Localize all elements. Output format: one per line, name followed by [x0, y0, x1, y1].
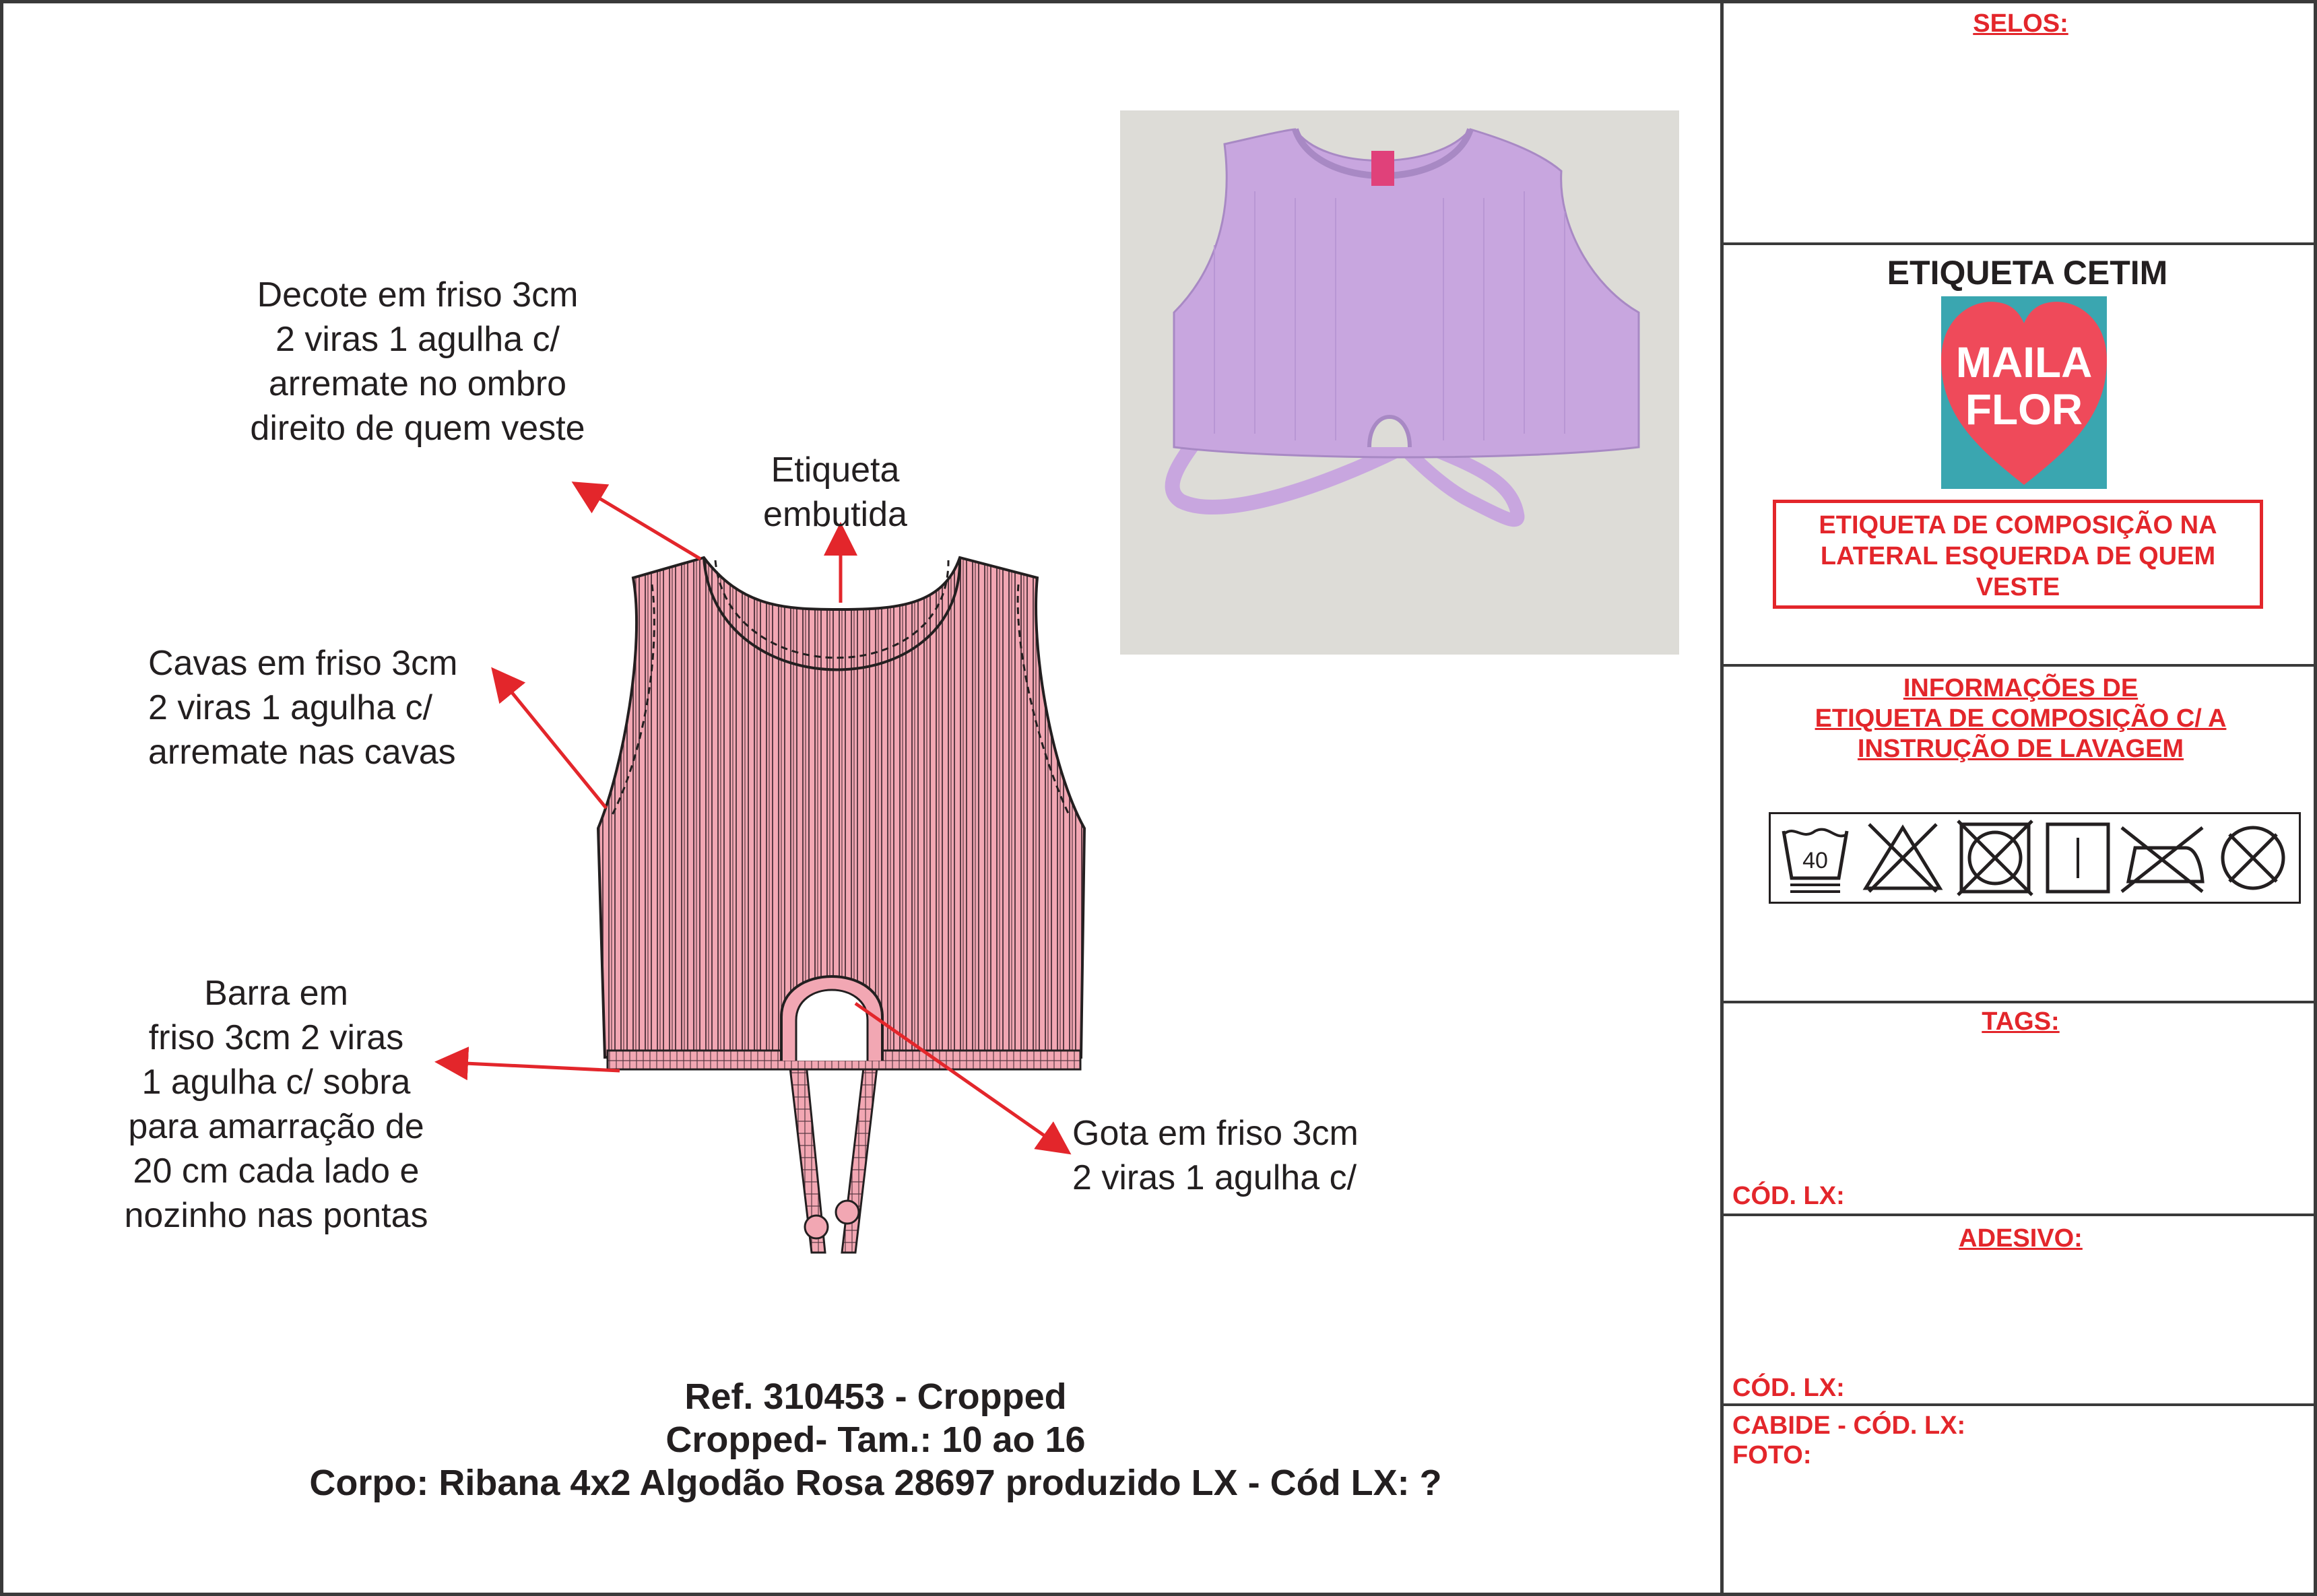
callout-line: para amarração de [128, 1107, 424, 1146]
line-dry-icon [2041, 818, 2115, 898]
callout-line: Cavas em friso 3cm [148, 644, 458, 683]
callout-decote [202, 273, 633, 451]
product-photo [1120, 110, 1679, 655]
cod-lx-adesivo: CÓD. LX: [1732, 1374, 1845, 1402]
callout-gota [1072, 1111, 1449, 1200]
callout-barra [81, 971, 471, 1238]
callout-line: Gota em friso 3cm [1072, 1114, 1359, 1153]
callout-line: 2 viras 1 agulha c/ [148, 688, 433, 727]
adesivo-heading: ADESIVO: [1959, 1224, 2083, 1253]
maila-flor-logo [1941, 296, 2107, 489]
callout-line: nozinho nas pontas [124, 1196, 428, 1235]
logo-line-1: MAILA [1955, 338, 2093, 387]
no-iron-icon [2115, 818, 2209, 898]
selos-heading: SELOS: [1973, 9, 2068, 38]
composicao-line: LATERAL ESQUERDA DE QUEM [1820, 542, 2216, 570]
cabide-label: CABIDE - CÓD. LX: [1732, 1411, 1966, 1440]
callout-line: Barra em [204, 974, 348, 1013]
wash-temp: 40 [1802, 848, 1828, 873]
callout-line: arremate no ombro [268, 364, 567, 403]
callout-line: 1 agulha c/ sobra [141, 1063, 411, 1102]
callout-cavas [148, 641, 525, 774]
reference-block [168, 1375, 1583, 1504]
no-tumble-dry-icon [1955, 818, 2035, 898]
reference-line: Corpo: Ribana 4x2 Algodão Rosa 28697 produzido LX - Cód LX: ? [309, 1463, 1442, 1503]
callout-line: 2 viras 1 agulha c/ [275, 320, 560, 359]
callout-line: Etiqueta [771, 451, 900, 490]
info-heading-line: INFORMAÇÕES DE [1903, 674, 2139, 702]
composicao-box [1773, 500, 2263, 609]
callout-etiqueta [721, 448, 950, 537]
foto-label: FOTO: [1732, 1441, 1812, 1469]
info-heading-line: ETIQUETA DE COMPOSIÇÃO C/ A [1815, 704, 2227, 733]
reference-line: Cropped- Tam.: 10 ao 16 [665, 1420, 1086, 1460]
cod-lx-tags: CÓD. LX: [1732, 1182, 1845, 1210]
callout-line: direito de quem veste [250, 409, 585, 448]
info-heading-line: INSTRUÇÃO DE LAVAGEM [1857, 735, 2184, 763]
composicao-line: ETIQUETA DE COMPOSIÇÃO NA [1819, 511, 2217, 539]
no-dry-clean-icon [2216, 818, 2290, 898]
composicao-line: VESTE [1976, 573, 2060, 601]
callout-line: 2 viras 1 agulha c/ [1072, 1158, 1357, 1197]
no-bleach-icon [1859, 818, 1947, 898]
tags-heading: TAGS: [1982, 1007, 2060, 1036]
callout-line: embutida [763, 495, 907, 534]
callout-line: 20 cm cada lado e [133, 1152, 420, 1191]
etiqueta-cetim-heading: ETIQUETA CETIM [1887, 254, 2168, 292]
wash-40-icon [1778, 818, 1852, 898]
callout-line: arremate nas cavas [148, 733, 456, 772]
info-heading [1724, 673, 2317, 764]
logo-line-2: FLOR [1965, 385, 2083, 434]
callout-line: Decote em friso 3cm [257, 275, 579, 314]
callout-line: friso 3cm 2 viras [148, 1018, 404, 1057]
reference-line: Ref. 310453 - Cropped [684, 1376, 1067, 1417]
